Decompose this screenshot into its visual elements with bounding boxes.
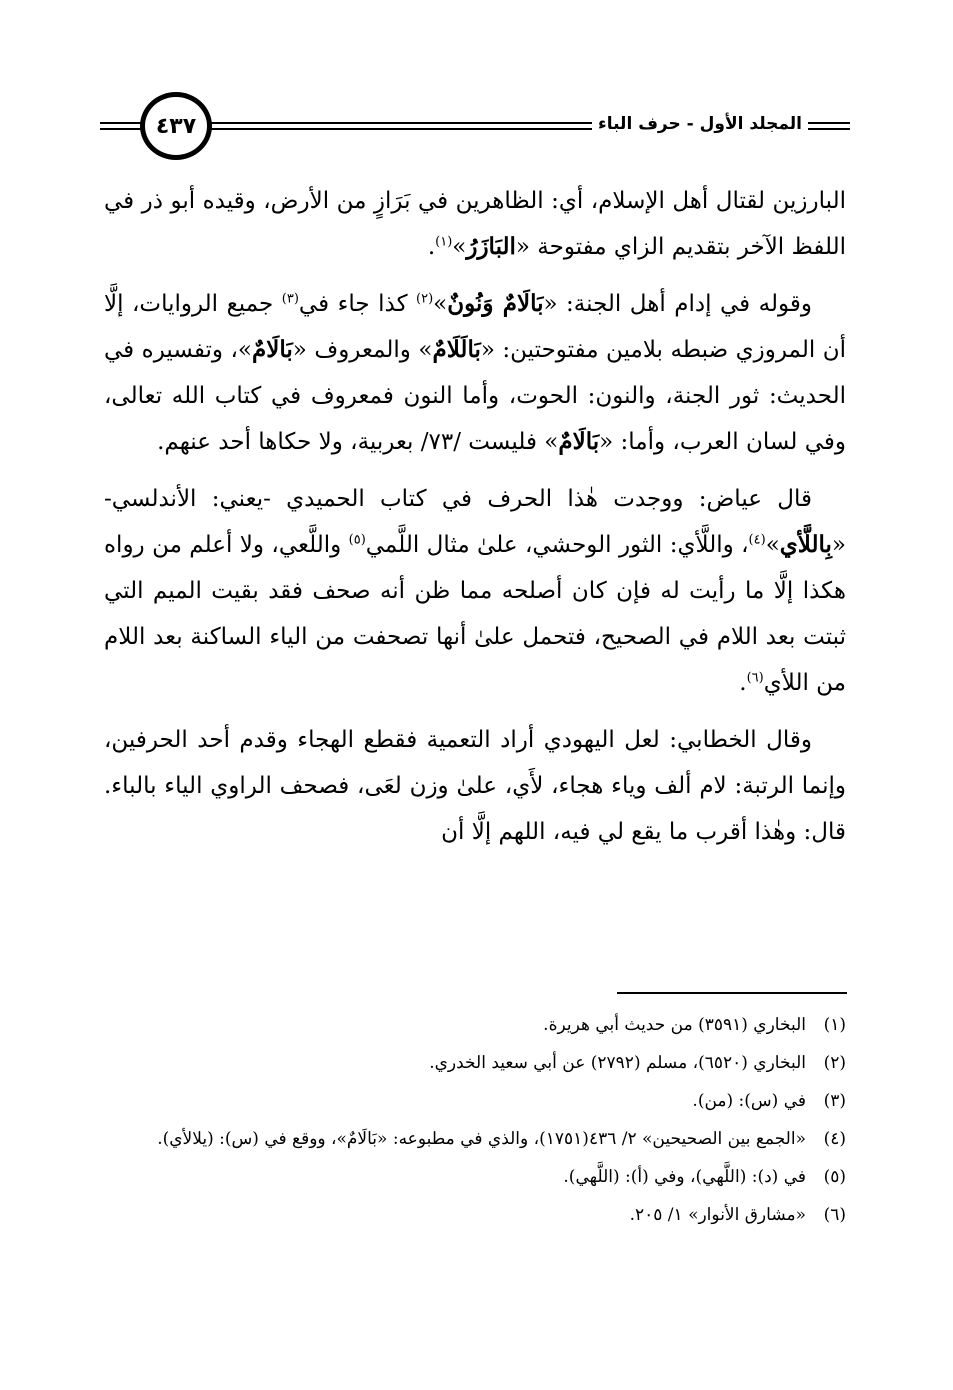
bold-term: البَازَرُ: [466, 233, 516, 260]
footnote-number: (٣): [823, 1091, 846, 1111]
footnote-text: «الجمع بين الصحيحين» ٢/ ٤٣٦(١٧٥١)، والذي في مطبوعه: «بَالَامٌ»، ووقع في (س): (يلالأي).: [157, 1129, 806, 1149]
text-run: »: [433, 291, 448, 317]
footnote-text: البخاري (٦٥٢٠)، مسلم (٢٧٩٢) عن أبي سعيد الخدري.: [429, 1053, 806, 1073]
footnotes: [104, 1010, 846, 1238]
running-title: المجلد الأول - حرف الباء: [592, 114, 808, 134]
paragraph-4: وقال الخطابي: لعل اليهودي أراد التعمية فقطع الهجاء وقدم أحد الحرفين، وإنما الرتبة: لام ألف وياء هجاء، لأَي، علىٰ وزن لعَى، فصحف الراوي الياء بالباء. قال: وهٰذا أقرب ما يقع لي فيه، اللهم إلَّا أن: [104, 727, 846, 845]
paragraph-3: [104, 476, 846, 706]
footnote: [104, 1010, 846, 1041]
main-text: [104, 178, 846, 866]
paragraph-1: [104, 178, 846, 270]
footnote-text: البخاري (٣٥٩١) من حديث أبي هريرة.: [543, 1015, 806, 1035]
footnote-ref: (٦): [746, 670, 764, 686]
footnote: [104, 1200, 846, 1231]
text-run: واللَّعي، ولا أعلم من رواه هكذا إلَّا ما رأيت له فإن كان أصلحه مما ظن أنه صحف فقد بقيت الميم التي ثبتت بعد اللام في الصحيح، فتحمل علىٰ أنها تصحفت من الياء الساكنة بعد اللام من اللأي: [104, 532, 846, 696]
footnote-text: في (س): (من).: [692, 1091, 806, 1111]
text-run: »، وتفسيره في الحديث: ثور الجنة، والنون: الحوت، وأما النون فمعروف في كتاب الله تعالى، وفي لسان العرب، وأما: «: [104, 337, 846, 455]
text-run: » والمعروف «: [292, 337, 433, 363]
bold-term: بَالَامٌ: [558, 428, 600, 455]
footnote-ref: (٤): [748, 532, 766, 548]
footnote: [104, 1048, 846, 1079]
footnote: [104, 1124, 846, 1155]
footnote-ref: (٥): [348, 532, 366, 548]
page-header: [100, 90, 850, 170]
page-number-circle: [140, 92, 212, 160]
text-run: البارزين لقتال أهل الإسلام، أي: الظاهرين في بَرَازٍ من الأرض، وقيده أبو ذر في اللفظ الآخر بتقديم الزاي مفتوحة «: [104, 188, 846, 260]
footnote: [104, 1086, 846, 1117]
footnote-text: «مشارق الأنوار» ١/ ٢٠٥.: [629, 1205, 806, 1225]
footnote-ref: (١): [435, 234, 453, 250]
bold-term: بِاللَّأي: [779, 531, 832, 558]
text-run: » فليست /٧٣/ بعربية، ولا حكاها أحد عنهم.: [157, 429, 559, 455]
bold-term: بَالَامٌ وَنُونٌ: [447, 290, 544, 317]
text-run: .: [739, 670, 747, 696]
text-run: »: [765, 532, 780, 558]
footnote-text: في (د): (اللَّهي)، وفي (أ): (اللَّهي).: [563, 1167, 806, 1187]
footnote-number: (٥): [823, 1167, 846, 1187]
bold-term: بَالَلَامٌ: [432, 336, 481, 363]
text-run: وقوله في إدام أهل الجنة: «: [543, 291, 812, 317]
text-run: .: [427, 234, 436, 260]
footnote-number: (٦): [823, 1205, 846, 1225]
footnote-ref: (٣): [281, 291, 299, 307]
bold-term: بَالَامٌ: [252, 336, 293, 363]
paragraph-2: [104, 281, 846, 465]
footnote-number: (٢): [823, 1053, 846, 1073]
text-run: كذا جاء في: [298, 291, 417, 317]
text-run: ، واللَّأي: الثور الوحشي، علىٰ مثال اللَّمي: [365, 532, 749, 558]
footnote-separator: [617, 992, 847, 994]
page-number: ٤٣٧: [155, 113, 197, 139]
footnote: [104, 1162, 846, 1193]
footnote-ref: (٢): [416, 291, 434, 307]
text-run: »: [452, 234, 467, 260]
footnote-number: (١): [823, 1015, 846, 1035]
text-run: قال عياض: ووجدت هٰذا الحرف في كتاب الحميدي -يعني: الأندلسي- «: [104, 486, 846, 558]
text-run: جميع الروايات، إلَّا أن المروزي ضبطه بلامين مفتوحتين: «: [104, 291, 846, 363]
footnote-number: (٤): [823, 1129, 846, 1149]
